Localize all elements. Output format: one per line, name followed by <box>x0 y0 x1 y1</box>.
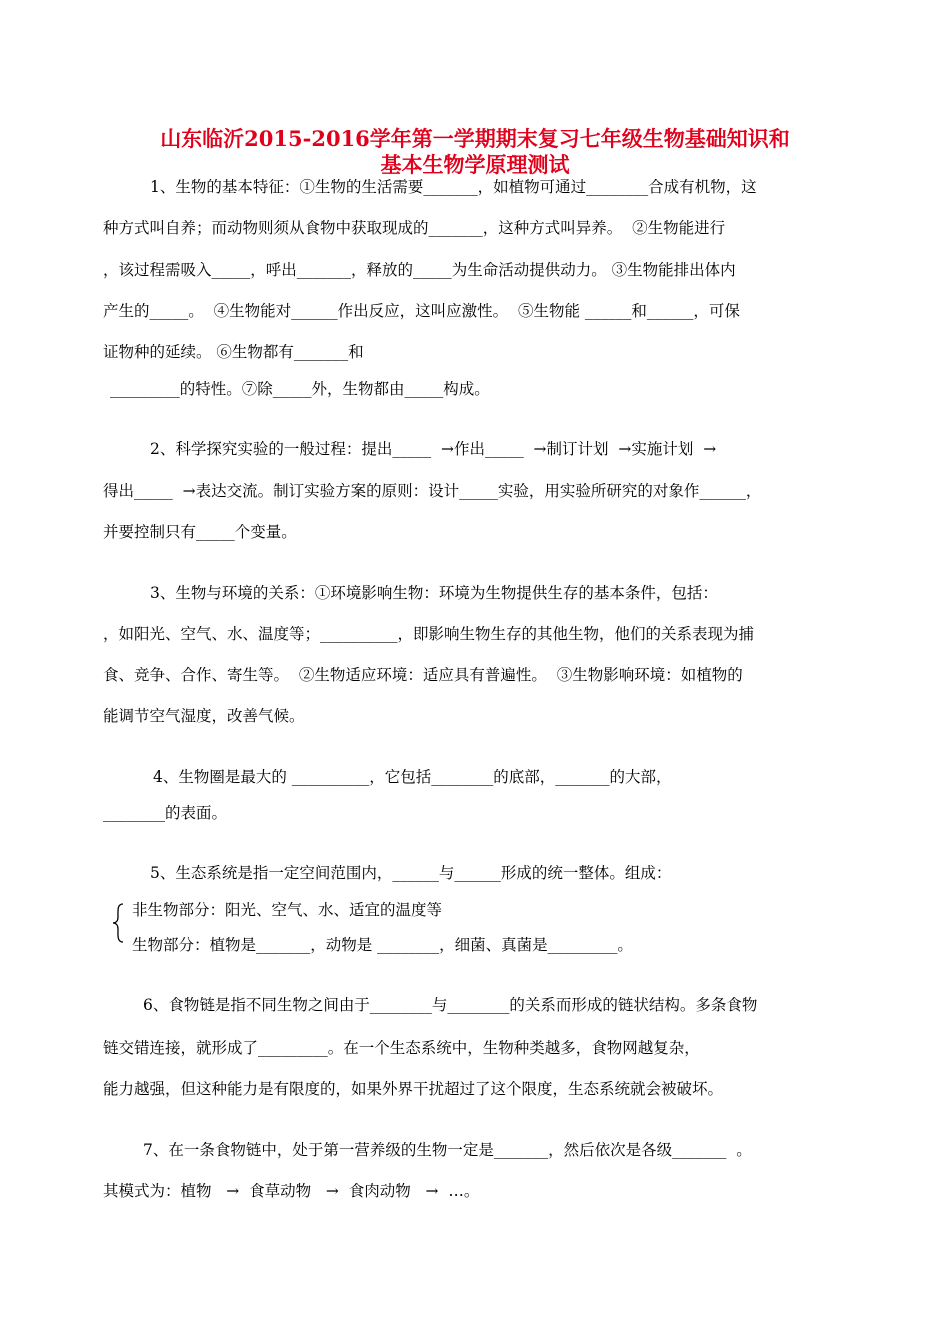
document-title-line-2: 基本生物学原理测试 <box>380 152 570 177</box>
q7-line-2: 其模式为：植物 → 食草动物 → 食肉动物 → …。 <box>103 1182 480 1200</box>
document-title-line-1: 山东临沂2015-2016学年第一学期期末复习七年级生物基础知识和 <box>160 126 790 151</box>
q1-line-5: 证物种的延续。 ⑥生物都有_______和 <box>103 343 364 361</box>
q6-line-1: 6、食物链是指不同生物之间由于________与________的关系而形成的链状结构。多条食物 <box>143 996 758 1014</box>
q1-line-4: 产生的_____。 ④生物能对______作出反应，这叫应激性。 ⑤生物能 ______和______，可保 <box>103 302 740 320</box>
q7-line-1: 7、在一条食物链中，处于第一营养级的生物一定是_______，然后依次是各级_______ 。 <box>143 1141 752 1159</box>
q5-biotic-component: 生物部分：植物是_______，动物是 ________，细菌、真菌是_________。 <box>132 936 633 954</box>
q2-line-3: 并要控制只有_____个变量。 <box>103 523 297 541</box>
q3-line-3: 食、竞争、合作、寄生等。 ②生物适应环境：适应具有普遍性。 ③生物影响环境：如植物的 <box>103 666 743 684</box>
q2-line-1: 2、科学探究实验的一般过程：提出_____ →作出_____ →制订计划 →实施计划 → <box>150 440 717 458</box>
q4-line-1: 4、生物圈是最大的 __________，它包括________的底部，_______的大部， <box>153 768 672 786</box>
q1-line-6: _________的特性。⑦除_____外，生物都由_____构成。 <box>110 380 490 398</box>
q4-line-2: ________的表面。 <box>103 804 228 822</box>
q1-line-3: ，该过程需吸入_____，呼出_______，释放的_____为生命活动提供动力。 ③生物能排出体内 <box>103 261 736 279</box>
curly-brace-icon <box>112 903 124 943</box>
q3-line-4: 能调节空气湿度，改善气候。 <box>103 707 305 725</box>
q6-line-3: 能力越强，但这种能力是有限度的，如果外界干扰超过了这个限度，生态系统就会被破坏。 <box>103 1080 724 1098</box>
q2-line-2: 得出_____ →表达交流。制订实验方案的原则：设计_____实验，用实验所研究的对象作______， <box>103 482 762 500</box>
q3-line-1: 3、生物与环境的关系：①环境影响生物：环境为生物提供生存的基本条件，包括： <box>150 584 718 602</box>
q5-line-1: 5、生态系统是指一定空间范围内，______与______形成的统一整体。组成： <box>150 864 672 882</box>
q1-line-2: 种方式叫自养；而动物则须从食物中获取现成的_______，这种方式叫异养。 ②生物能进行 <box>103 219 726 237</box>
q6-line-2: 链交错连接，就形成了_________。在一个生态系统中，生物种类越多，食物网越复杂， <box>103 1039 700 1057</box>
q3-line-2: ，如阳光、空气、水、温度等；__________，即影响生物生存的其他生物，他们的关系表现为捕 <box>103 625 755 643</box>
q5-abiotic-component: 非生物部分：阳光、空气、水、适宜的温度等 <box>132 901 443 919</box>
q1-line-1: 1、生物的基本特征：①生物的生活需要_______，如植物可通过________合成有机物，这 <box>150 178 757 196</box>
